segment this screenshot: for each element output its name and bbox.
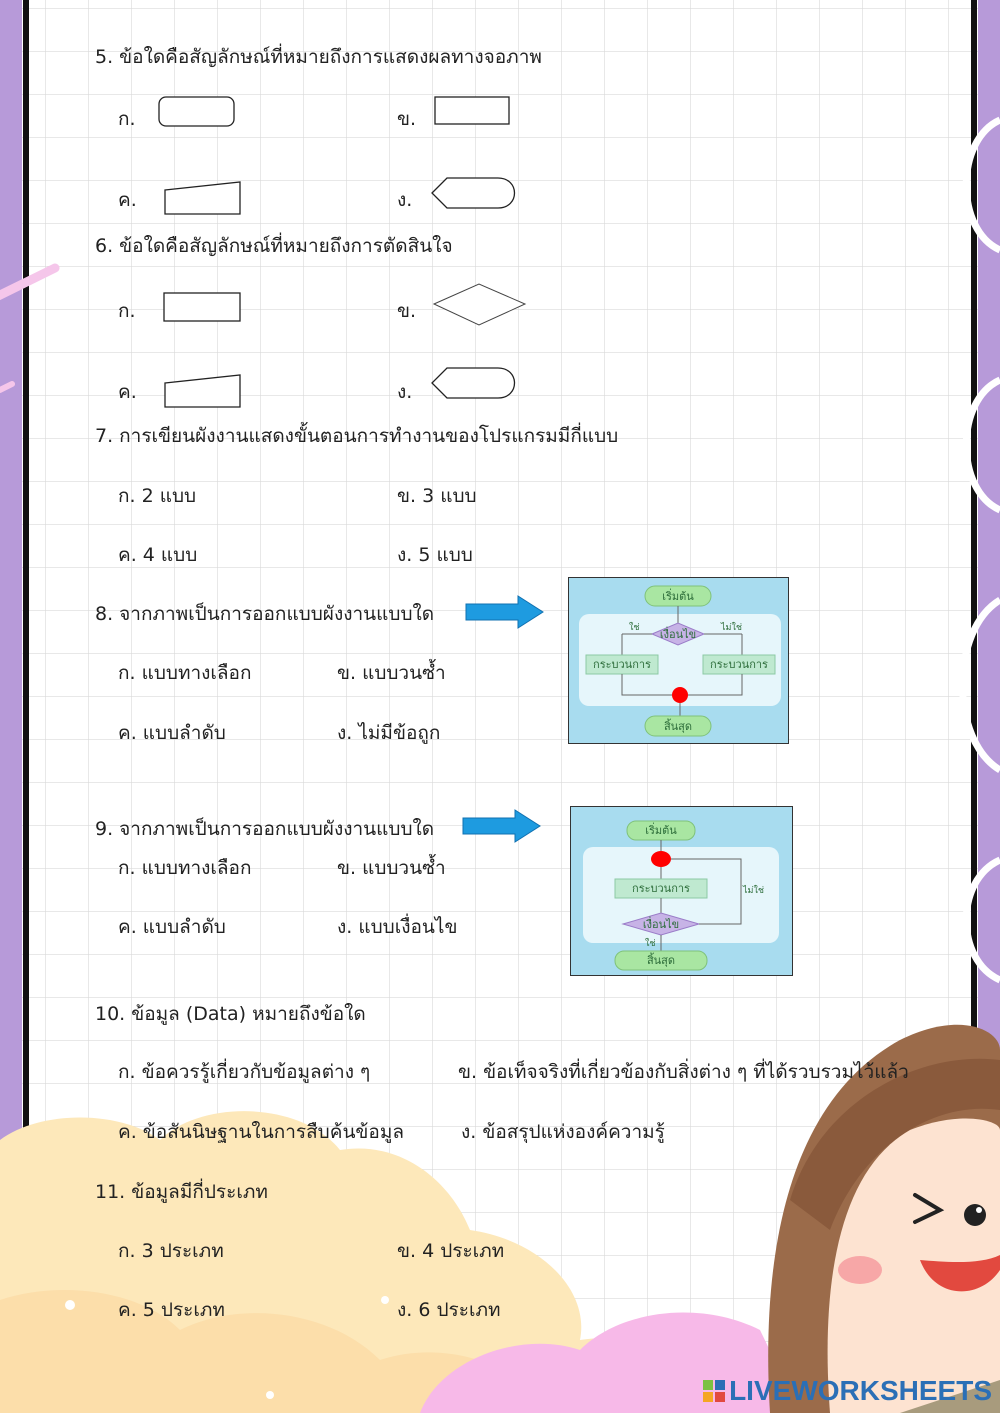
q8-option-a[interactable]: ก. แบบทางเลือก (118, 662, 252, 684)
q5-option-c-label[interactable]: ค. (118, 189, 137, 211)
diagram8-start: เริ่มต้น (662, 590, 694, 603)
diagram9-process: กระบวนการ (632, 882, 690, 895)
question-5-text: 5. ข้อใดคือสัญลักษณ์ที่หมายถึงการแสดงผลทางจอภาพ (95, 46, 542, 68)
q5-option-d-label[interactable]: ง. (397, 189, 413, 211)
q6-option-d-label[interactable]: ง. (397, 381, 413, 403)
q9-option-c[interactable]: ค. แบบลำดับ (118, 916, 226, 938)
q6-option-a-label[interactable]: ก. (118, 300, 136, 322)
q9-option-a[interactable]: ก. แบบทางเลือก (118, 857, 252, 879)
question-11-text: 11. ข้อมูลมีกี่ประเภท (95, 1181, 268, 1203)
liveworksheets-logo-icon (703, 1380, 725, 1402)
q10-option-a[interactable]: ก. ข้อควรรู้เกี่ยวกับข้อมูลต่าง ๆ (118, 1061, 371, 1083)
question-6-text: 6. ข้อใดคือสัญลักษณ์ที่หมายถึงการตัดสินใจ (95, 235, 453, 257)
rectangle-shape (433, 96, 513, 128)
diagram8-condition: เงื่อนไข (659, 628, 697, 641)
diagram9-condition: เงื่อนไข (642, 918, 680, 931)
q11-option-b[interactable]: ข. 4 ประเภท (397, 1240, 505, 1262)
diagram9-start: เริ่มต้น (645, 824, 677, 837)
manual-input-shape (162, 180, 244, 218)
diagram8-process-right: กระบวนการ (710, 658, 768, 671)
q7-option-d[interactable]: ง. 5 แบบ (397, 544, 473, 566)
rectangle-shape (162, 292, 244, 324)
q11-option-d[interactable]: ง. 6 ประเภท (397, 1299, 501, 1321)
question-8-text: 8. จากภาพเป็นการออกแบบผังงานแบบใด (95, 603, 435, 625)
q6-option-b-label[interactable]: ข. (397, 300, 417, 322)
rounded-rectangle-shape (157, 96, 237, 128)
question-9-text: 9. จากภาพเป็นการออกแบบผังงานแบบใด (95, 818, 435, 840)
right-arrow-icon (464, 594, 546, 630)
brand-text: LIVEWORKSHEETS (729, 1375, 992, 1406)
q10-option-b[interactable]: ข. ข้อเท็จจริงที่เกี่ยวข้องกับสิ่งต่าง ๆ ที่ได้รวบรวมไว้แล้ว (458, 1061, 909, 1083)
diagram9-end: สิ้นสุด (646, 954, 676, 967)
selection-flowchart-diagram (568, 577, 789, 744)
loop-flowchart-diagram (570, 806, 793, 976)
q7-option-b[interactable]: ข. 3 แบบ (397, 485, 477, 507)
display-shape (430, 176, 518, 212)
q10-option-d[interactable]: ง. ข้อสรุปแห่งองค์ความรู้ (461, 1121, 665, 1143)
liveworksheets-logo (703, 1375, 992, 1407)
q7-option-c[interactable]: ค. 4 แบบ (118, 544, 198, 566)
q5-option-a-label[interactable]: ก. (118, 108, 136, 130)
q8-option-d[interactable]: ง. ไม่มีข้อถูก (337, 722, 441, 744)
diamond-shape (431, 282, 529, 328)
question-7-text: 7. การเขียนผังงานแสดงขั้นตอนการทำงานของโปรแกรมมีกี่แบบ (95, 425, 619, 447)
diagram8-process-left: กระบวนการ (593, 658, 651, 671)
q7-option-a[interactable]: ก. 2 แบบ (118, 485, 197, 507)
q8-option-b[interactable]: ข. แบบวนซ้ำ (337, 662, 446, 684)
q9-option-d[interactable]: ง. แบบเงื่อนไข (337, 916, 458, 938)
right-arrow-icon (461, 808, 543, 844)
diagram9-no: ไม่ใช่ (743, 886, 764, 896)
q8-option-c[interactable]: ค. แบบลำดับ (118, 722, 226, 744)
q6-option-c-label[interactable]: ค. (118, 381, 137, 403)
diagram8-end: สิ้นสุด (663, 720, 693, 733)
diagram8-no: ไม่ใช่ (721, 623, 742, 633)
question-10-text: 10. ข้อมูล (Data) หมายถึงข้อใด (95, 1003, 366, 1025)
q10-option-c[interactable]: ค. ข้อสันนิษฐานในการสืบค้นข้อมูล (118, 1121, 404, 1143)
q5-option-b-label[interactable]: ข. (397, 108, 417, 130)
manual-input-shape (162, 373, 244, 411)
q9-option-b[interactable]: ข. แบบวนซ้ำ (337, 857, 446, 879)
q11-option-a[interactable]: ก. 3 ประเภท (118, 1240, 224, 1262)
display-shape (430, 366, 518, 402)
q11-option-c[interactable]: ค. 5 ประเภท (118, 1299, 225, 1321)
diagram9-yes: ใช่ (645, 939, 656, 949)
diagram8-yes: ใช่ (629, 623, 640, 633)
